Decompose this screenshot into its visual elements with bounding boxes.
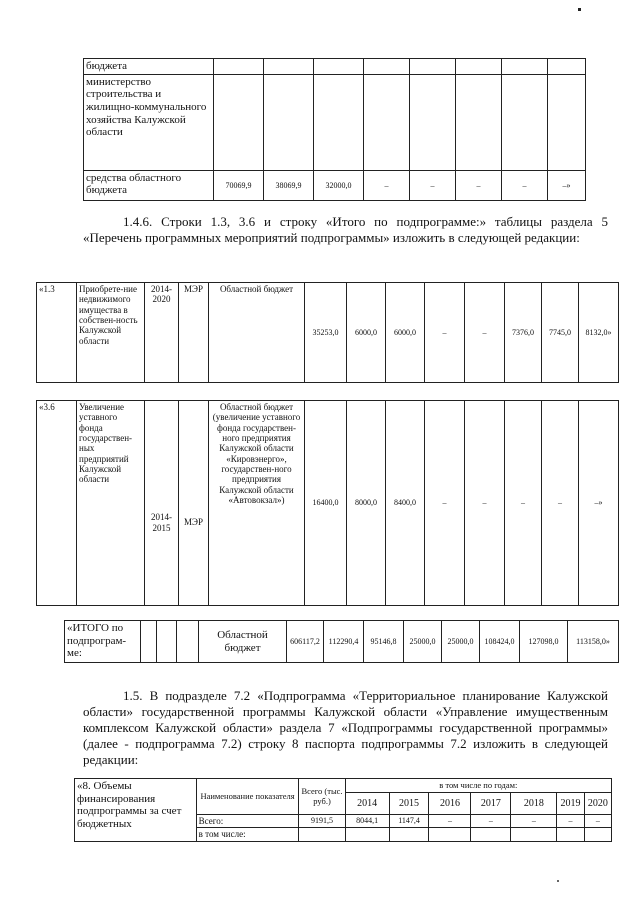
- cell-value: –: [511, 815, 557, 828]
- funding-source: Областной бюджет: [199, 621, 287, 663]
- cell-total: 606117,2: [287, 621, 324, 663]
- cell-value: –: [429, 815, 471, 828]
- cell-value: –: [584, 815, 611, 828]
- paragraph-text: 1.4.6. Строки 1.3, 3.6 и строку «Итого по подпрограмме:» таблицы раздела 5 «Перечень программных мероприятий подпрограммы» изложить в следующей редакции:: [83, 214, 608, 245]
- passport-row-8: [74, 778, 612, 842]
- year-header: 2017: [471, 793, 511, 815]
- cell-value: –: [425, 283, 465, 383]
- cell-value: –: [557, 815, 584, 828]
- row-label-total: Всего:: [196, 815, 299, 828]
- cell-value: 108424,0: [480, 621, 520, 663]
- year-header: 2016: [429, 793, 471, 815]
- column-header-total: Всего (тыс. руб.): [299, 779, 345, 815]
- cell-value: –»: [548, 170, 586, 200]
- year-header: 2018: [511, 793, 557, 815]
- activity-executor: МЭР: [179, 283, 209, 383]
- budget-table-continuation: [83, 58, 586, 201]
- year-header: 2020: [584, 793, 611, 815]
- activity-years: 2014-2020: [145, 283, 179, 383]
- paragraph-1-5: [83, 688, 608, 768]
- cell-total: 9191,5: [299, 815, 345, 828]
- cell-value: 8000,0: [347, 401, 386, 606]
- funding-source: Областной бюджет (увеличение уставного фонда государствен-ного предприятия Калужской области «Кировэнерго», государствен-ного предприятия Калужской области «Автовокзал»): [209, 401, 305, 606]
- cell-value: –: [542, 401, 579, 606]
- row-label-regional-funds: средства областного бюджета: [84, 170, 214, 200]
- program-row-3-6: [36, 400, 619, 606]
- activity-executor: МЭР: [179, 401, 209, 606]
- cell-value: 6000,0: [347, 283, 386, 383]
- cell-value: –: [364, 170, 410, 200]
- funding-source: Областной бюджет: [209, 283, 305, 383]
- cell-value: 32000,0: [314, 170, 364, 200]
- cell-value: –: [456, 170, 502, 200]
- paragraph-1-4-6: [83, 214, 608, 246]
- cell-total: 70069,9: [214, 170, 264, 200]
- program-total-row: [64, 620, 619, 663]
- scan-mark: [557, 880, 559, 882]
- cell-value: –: [505, 401, 542, 606]
- scan-mark: [578, 8, 581, 11]
- cell-value: 8132,0»: [579, 283, 619, 383]
- cell-value: –: [465, 283, 505, 383]
- column-header-indicator: Наименование показателя: [196, 779, 299, 815]
- program-row-1-3: [36, 282, 619, 383]
- total-label: «ИТОГО по подпрограм-ме:: [65, 621, 141, 663]
- cell-value: 7376,0: [505, 283, 542, 383]
- cell-value: 7745,0: [542, 283, 579, 383]
- row-label-ministry: министерство строительства и жилищно-коммунального хозяйства Калужской области: [84, 74, 214, 170]
- row-label-including: в том числе:: [196, 828, 299, 841]
- cell-value: 38069,9: [264, 170, 314, 200]
- cell-value: 127098,0: [520, 621, 568, 663]
- year-header: 2019: [557, 793, 584, 815]
- cell-value: 112290,4: [324, 621, 364, 663]
- paragraph-text: 1.5. В подразделе 7.2 «Подпрограмма «Территориальное планирование Калужской области» государственной программы Калужской области «Управление имущественным комплексом Калужской области» раздела 7 «Подпрограммы государственной программы» (далее - подпрограмма 7.2) строку 8 паспорта подпрограммы 7.2 изложить в следующей редакции:: [83, 688, 608, 767]
- cell-value: 113158,0»: [568, 621, 619, 663]
- cell-value: –: [471, 815, 511, 828]
- cell-value: –: [410, 170, 456, 200]
- cell-total: 35253,0: [305, 283, 347, 383]
- year-header: 2014: [345, 793, 389, 815]
- cell-value: 25000,0: [404, 621, 442, 663]
- year-header: 2015: [389, 793, 429, 815]
- row-number: «3.6: [37, 401, 77, 606]
- row-number: «1.3: [37, 283, 77, 383]
- cell-value: 8044,1: [345, 815, 389, 828]
- cell-value: –: [425, 401, 465, 606]
- cell-total: 16400,0: [305, 401, 347, 606]
- row-label-budget: бюджета: [84, 59, 214, 75]
- cell-value: 1147,4: [389, 815, 429, 828]
- cell-value: –: [502, 170, 548, 200]
- activity-name: Увеличение уставного фонда государствен-ных предприятий Калужской области: [77, 401, 145, 606]
- passport-row-label: «8. Объемы финансирования подпрограммы за счет бюджетных: [75, 779, 197, 842]
- activity-years: 2014-2015: [145, 401, 179, 606]
- cell-value: 8400,0: [386, 401, 425, 606]
- cell-value: –: [465, 401, 505, 606]
- activity-name: Приобрете-ние недвижимого имущества в собствен-ность Калужской области: [77, 283, 145, 383]
- cell-value: –»: [579, 401, 619, 606]
- column-header-years: в том числе по годам:: [345, 779, 611, 793]
- cell-value: 25000,0: [442, 621, 480, 663]
- cell-value: 95146,8: [364, 621, 404, 663]
- cell-value: 6000,0: [386, 283, 425, 383]
